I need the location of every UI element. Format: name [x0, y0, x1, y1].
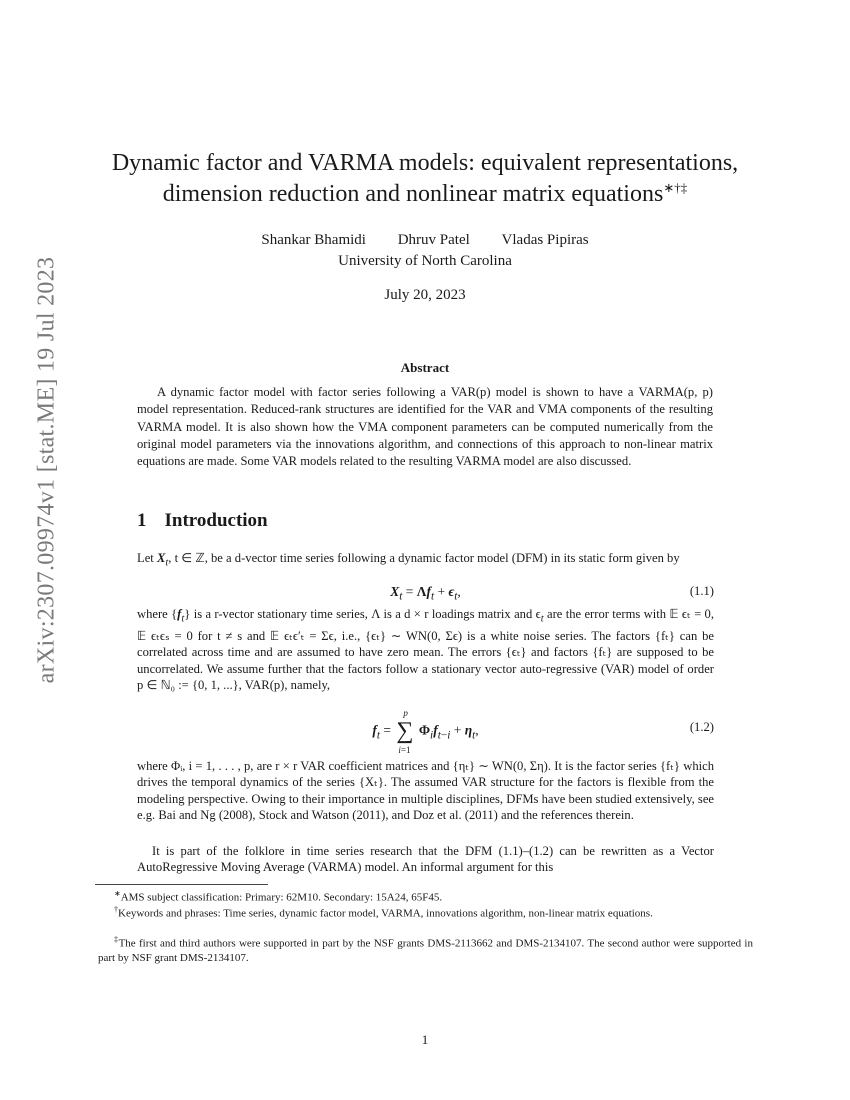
- equation-expression: $X_t = \Lambda f_t + \epsilon_t$,: [390, 584, 461, 603]
- paragraph-3: where Φᵢ, i = 1, . . . , p, are r × r VAR coefficient matrices and {ηₜ} ∼ WN(0, Ση). It is the factor series {fₜ} which drives the temporal dynamics of the series {Xₜ}. The assumed VAR structure for the factors is flexible from the modeling perspective. Owing to their importance in multiple disciplines, DFMs have been studied extensively, see e.g. Bai and Ng (2008), Stock and Watson (2011), and Doz et al. (2011) and the references therein.: [137, 759, 714, 823]
- author-name: Shankar Bhamidi: [261, 232, 366, 248]
- title-line-1: Dynamic factor and VARMA models: equivalent representations,: [111, 150, 739, 176]
- paragraph-1: Let $X_t$, t ∈ ℤ, be a d-vector time series following a dynamic factor model (DFM) in its static form given by: [137, 551, 680, 569]
- section-number: 1: [137, 510, 147, 531]
- footnote-rule: [95, 884, 268, 885]
- affiliation: University of North Carolina: [338, 253, 512, 269]
- title-line-2: dimension reduction and nonlinear matrix equations∗†‡: [162, 180, 688, 207]
- arxiv-identifier: arXiv:2307.09974v1 [stat.ME] 19 Jul 2023: [33, 256, 60, 684]
- summation-symbol: ∑ p i=1: [396, 708, 414, 755]
- paragraph-4: It is part of the folklore in time series research that the DFM (1.1)–(1.2) can be rewritten as a Vector AutoRegressive Moving Average (VARMA) model. An informal argument for this: [137, 844, 714, 875]
- author-name: Dhruv Patel: [397, 232, 470, 248]
- abstract-text: A dynamic factor model with factor series following a VAR(p) model is shown to have a VARMA(p, p) model representation. Reduced-rank structures are identified for the VAR and VMA components of the resulting VARMA model. It is also shown how the VMA component parameters can be computed numerically from the original model parameters via the innovations algorithm, and connections of this approach to non-linear matrix equations are made. Some VAR models related to the resulting VARMA model are also discussed.: [137, 385, 713, 469]
- equation-label: (1.2): [689, 720, 714, 734]
- equation-label: (1.1): [689, 584, 714, 598]
- paragraph-2: where $\{f_t\}$ is a r-vector stationary time series, Λ is a d × r loadings matrix and $\epsilon_t$ are the error terms with 𝔼 ϵₜ = 0, 𝔼 ϵₜϵₛ = 0 for t ≠ s and 𝔼 ϵₜϵ′ₜ = Σϵ, i.e., {ϵₜ} ∼ WN(0, Σϵ) is a white noise series. The factors {fₜ} can be correlated across time and are assumed to have zero mean. The errors {ϵₜ} and factors {fₜ} are supposed to be uncorrelated. We assume further that the factors follow a stationary vector auto-regressive (VAR) model of order p ∈ ℕ₀ := {0, 1, ...}, VAR(p), namely,: [137, 607, 714, 693]
- paper-title: [105, 148, 745, 210]
- title-footnote-marks: ∗†‡: [663, 180, 688, 195]
- page-number: 1: [421, 1032, 429, 1047]
- section-heading: [137, 510, 268, 532]
- equation-1-2: [137, 706, 714, 754]
- author-name: Vladas Pipiras: [501, 232, 589, 248]
- author-list: [0, 232, 850, 249]
- section-title: Introduction: [164, 510, 268, 531]
- equation-expression: $f_t$ = ∑ p i=1 $\Phi_if_{t-i} + \eta_t$,: [372, 708, 479, 755]
- paper-date: July 20, 2023: [384, 287, 466, 303]
- footnote: ∗AMS subject classification: Primary: 62M10. Secondary: 15A24, 65F45.: [114, 889, 443, 904]
- equation-1-1: [137, 584, 714, 606]
- footnote: ‡The first and third authors were supported in part by the NSF grants DMS-2113662 and DMS-2134107. The second author were supported in part by NSF grant DMS-2134107.: [98, 935, 753, 964]
- abstract-heading: Abstract: [400, 360, 450, 375]
- footnote: †Keywords and phrases: Time series, dynamic factor model, VARMA, innovations algorithm, non-linear matrix equations.: [114, 905, 653, 920]
